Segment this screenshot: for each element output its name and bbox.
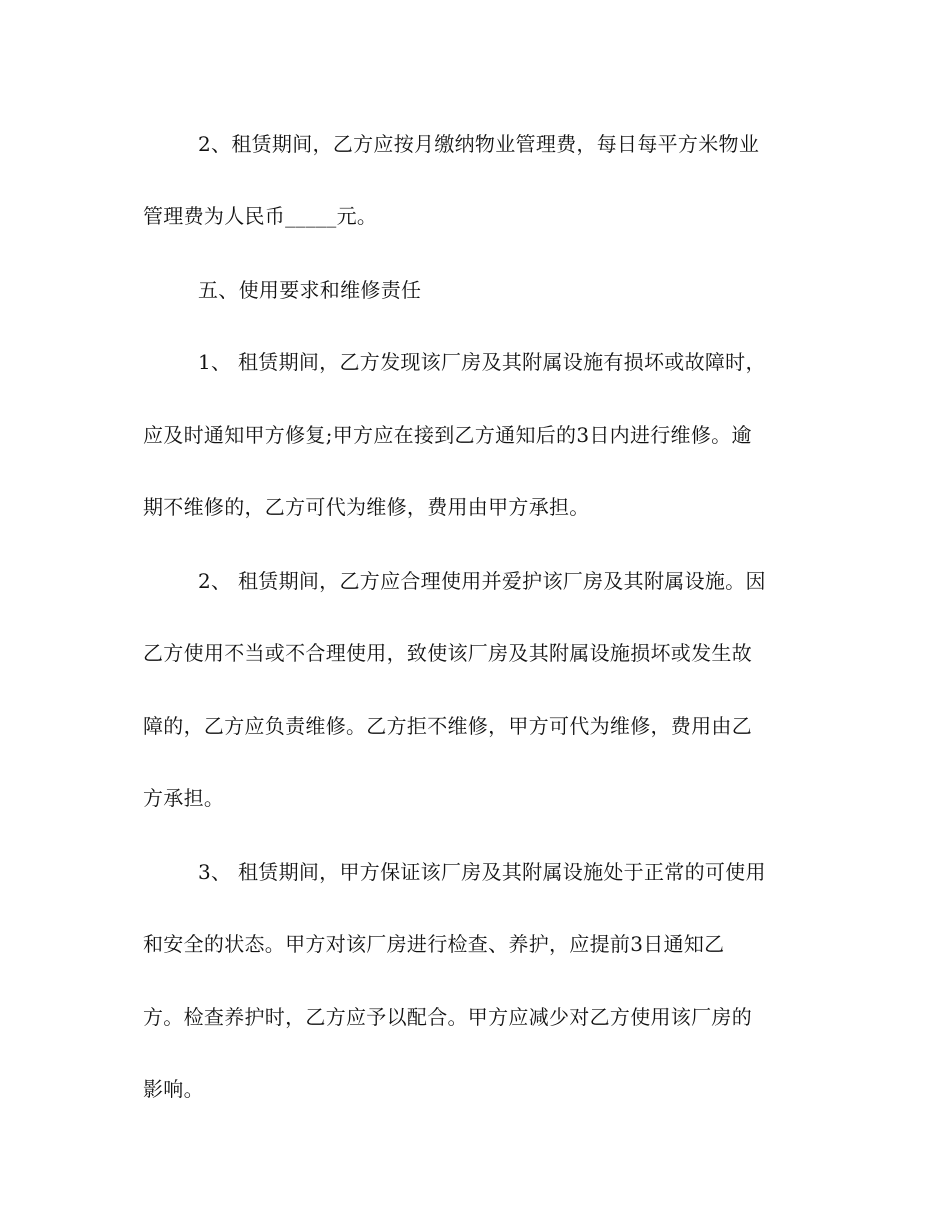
- clause-2-line-4: 方承担。: [143, 786, 225, 810]
- clause-1-line-1: 1、 租赁期间，乙方发现该厂房及其附属设施有损坏或故障时，: [198, 350, 766, 374]
- clause-2-line-2: 乙方使用不当或不合理使用，致使该厂房及其附属设施损坏或发生故: [143, 641, 752, 665]
- clause-1-line-3: 期不维修的，乙方可代为维修，费用由甲方承担。: [143, 495, 590, 519]
- clause-3-line-1: 3、 租赁期间，甲方保证该厂房及其附属设施处于正常的可使用: [198, 860, 766, 884]
- clause-3-line-2: 和安全的状态。甲方对该厂房进行检查、养护，应提前3日通知乙: [143, 932, 725, 956]
- paragraph-2-line-1: 2、租赁期间，乙方应按月缴纳物业管理费，每日每平方米物业: [198, 132, 760, 156]
- clause-3-line-3: 方。检查养护时，乙方应予以配合。甲方应减少对乙方使用该厂房的: [143, 1005, 752, 1029]
- clause-1-line-2: 应及时通知甲方修复;甲方应在接到乙方通知后的3日内进行维修。逾: [143, 423, 752, 447]
- paragraph-2-line-2: 管理费为人民币_____元。: [143, 204, 378, 228]
- clause-2-line-3: 障的，乙方应负责维修。乙方拒不维修，甲方可代为维修，费用由乙: [143, 714, 752, 738]
- clause-3-line-4: 影响。: [143, 1077, 204, 1101]
- clause-2-line-1: 2、 租赁期间，乙方应合理使用并爱护该厂房及其附属设施。因: [198, 569, 766, 593]
- section-five-heading: 五、使用要求和维修责任: [198, 278, 422, 302]
